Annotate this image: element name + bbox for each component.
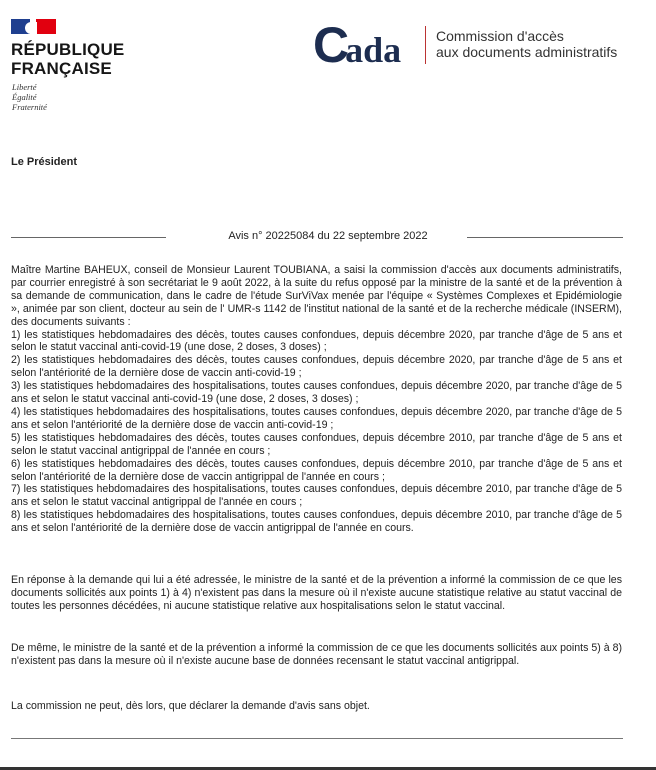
french-flag-logo: [11, 19, 56, 34]
signatory: Le Président: [11, 156, 78, 168]
item-5: 5) les statistiques hebdomadaires des décès, toutes causes confondues, depuis décembre 2010, par tranche d'âge de 5 ans et selon le statut vaccinal antigrippal de l'année en cours ;: [11, 431, 622, 457]
cada-logo: Cada: [313, 17, 402, 73]
motto-liberte: Liberté: [12, 82, 37, 92]
item-6: 6) les statistiques hebdomadaires des décès, toutes causes confondues, depuis décembre 2010, par tranche d'âge de 5 ans et selon l'antériorité de la dernière dose de vaccin antigrippal de l'année en cours ;: [11, 457, 622, 483]
cada-separator: [425, 26, 426, 64]
title-rule-right: [467, 237, 623, 238]
response-paragraph: En réponse à la demande qui lui a été adressée, le ministre de la santé et de la prévention a informé la commission de ce que les documents sollicités aux points 1) à 4) n'existent pas dans la mesure où il n'existe aucune statistique relative au statut vaccinal de toutes les personnes décédées, ni aucune statistique relative aux hospitalisations selon le statut vaccinal.: [11, 574, 622, 612]
item-1: 1) les statistiques hebdomadaires des décès, toutes causes confondues, depuis décembre 2020, par tranche d'âge de 5 ans et selon le statut vaccinal anti-covid-19 (une dose, 2 doses, 3 doses) ;: [11, 328, 622, 354]
motto: [12, 82, 47, 112]
motto-fraternite: Fraternité: [12, 102, 47, 112]
same-paragraph: De même, le ministre de la santé et de la prévention a informé la commission de ce que les documents sollicités aux points 5) à 8) n'existent pas dans la mesure où il n'existe aucune base de données recensant le statut vaccinal antigrippal.: [11, 642, 622, 667]
republique-line: RÉPUBLIQUE: [11, 40, 125, 59]
cada-subtitle-line2: aux documents administratifs: [436, 44, 618, 60]
cada-subtitle: [436, 28, 617, 60]
item-7: 7) les statistiques hebdomadaires des hospitalisations, toutes causes confondues, depuis décembre 2010, par tranche d'âge de 5 ans et selon le statut vaccinal antigrippal de l'année en cours ;: [11, 483, 622, 509]
cada-subtitle-line1: Commission d'accès: [436, 28, 564, 44]
francaise-line: FRANÇAISE: [11, 59, 112, 78]
bottom-rule: [11, 738, 623, 739]
item-2: 2) les statistiques hebdomadaires des décès, toutes causes confondues, depuis décembre 2020, par tranche d'âge de 5 ans et selon l'antériorité de la dernière dose de vaccin anti-covid-19 ;: [11, 354, 622, 380]
request-section: [11, 264, 622, 535]
motto-egalite: Égalité: [12, 92, 37, 102]
intro-paragraph: Maître Martine BAHEUX, conseil de Monsieur Laurent TOUBIANA, a saisi la commission d'accès aux documents administratifs, par courrier enregistré à son secrétariat le 9 août 2022, à la suite du refus opposé par la ministre de la santé et de la prévention à sa demande de communication, dans le cadre de l'étude SurViVax menée par l'équipe « Systèmes Complexes et Epidémiologie », animée par son client, docteur au sein de l' UMR-s 1142 de l'institut national de la santé et de la recherche médicale (INSERM), des documents suivants :: [11, 264, 622, 328]
item-4: 4) les statistiques hebdomadaires des hospitalisations, toutes causes confondues, depuis décembre 2020, par tranche d'âge de 5 ans et selon l'antériorité de la dernière dose de vaccin anti-covid-19 ;: [11, 405, 622, 431]
republique-francaise-logo: [11, 40, 124, 78]
item-8: 8) les statistiques hebdomadaires des hospitalisations, toutes causes confondues, depuis décembre 2010, par tranche d'âge de 5 ans et selon l'antériorité de la dernière dose de vaccin antigrippal de l'année en cours.: [11, 509, 622, 535]
item-3: 3) les statistiques hebdomadaires des hospitalisations, toutes causes confondues, depuis décembre 2020, par tranche d'âge de 5 ans et selon le statut vaccinal anti-covid-19 (une dose, 2 doses, 3 doses) ;: [11, 380, 622, 406]
conclusion-paragraph: La commission ne peut, dès lors, que déclarer la demande d'avis sans objet.: [11, 700, 370, 712]
avis-title: Avis n° 20225084 du 22 septembre 2022: [228, 230, 428, 242]
